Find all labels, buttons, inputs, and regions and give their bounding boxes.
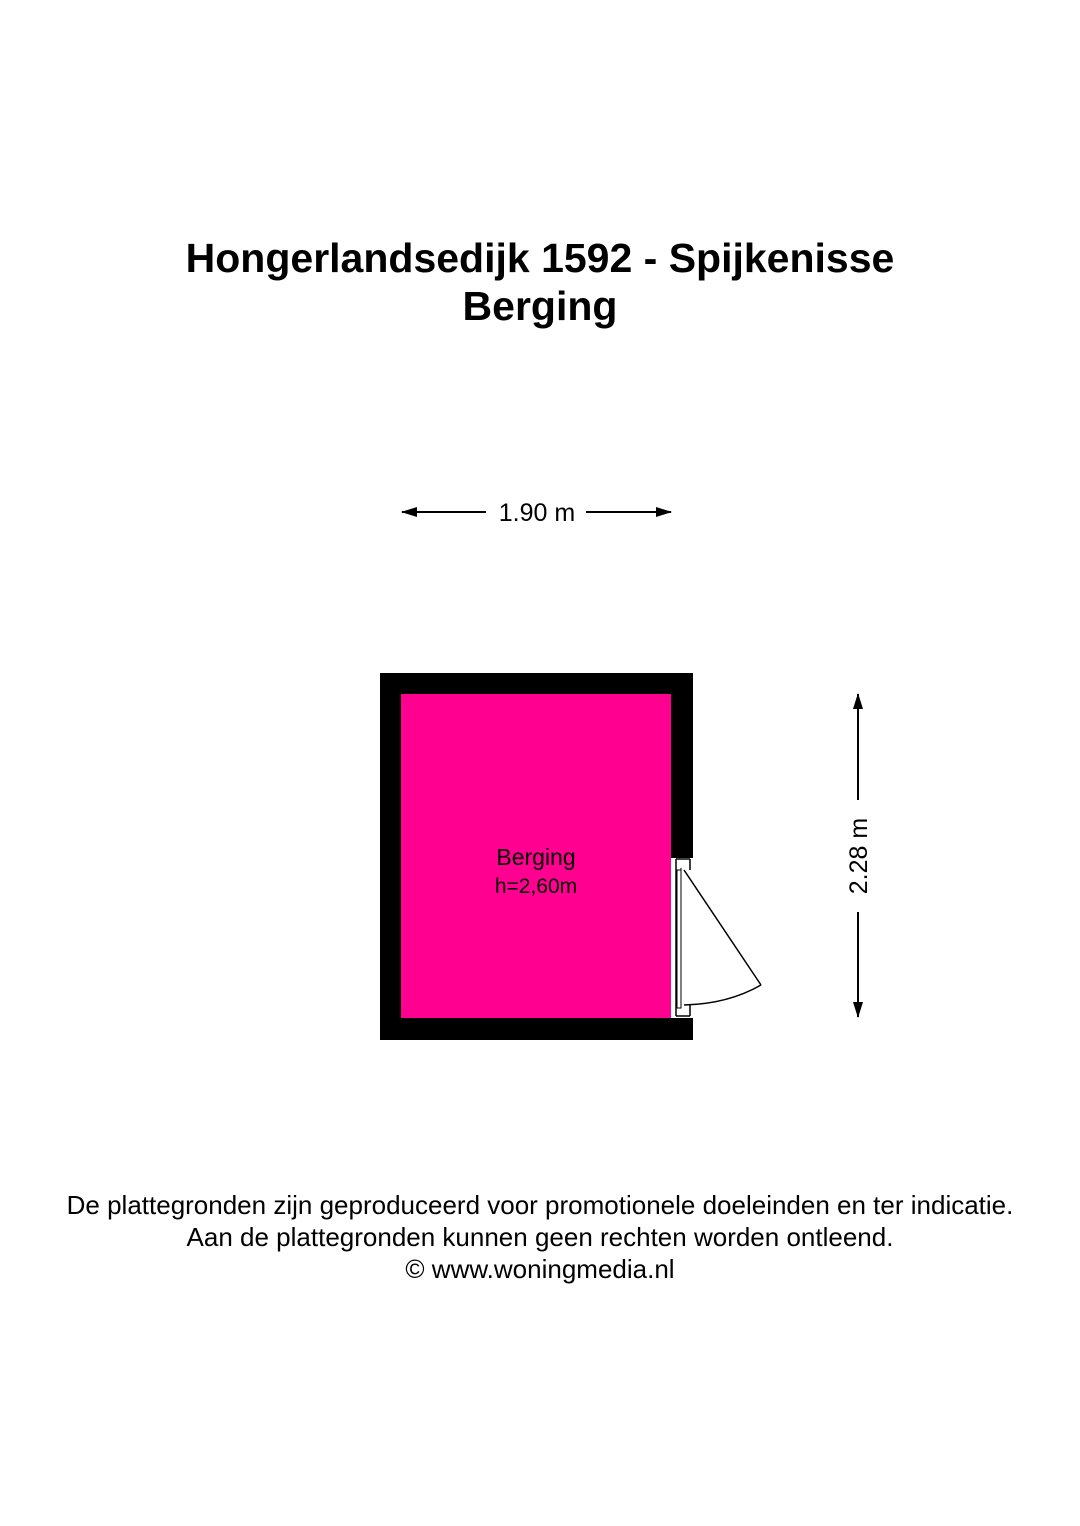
depth-dimension-label: 2.28 m (845, 817, 873, 895)
door-swing-leaf (684, 870, 761, 985)
room-name-label: Berging (496, 844, 576, 870)
copyright-link[interactable]: © www.woningmedia.nl (405, 1254, 675, 1284)
disclaimer-line-2: Aan de plattegronden kunnen geen rechten worden ontleend. (186, 1222, 894, 1252)
disclaimer-line-1: De plattegronden zijn geproduceerd voor promotionele doeleinden en ter indicatie. (66, 1190, 1014, 1220)
depth-dimension (845, 694, 873, 1017)
room-height-label: h=2,60m (494, 875, 578, 898)
width-dimension-label: 1.90 m (498, 499, 576, 527)
floor-title: Berging (462, 283, 618, 329)
door-leaf (677, 870, 681, 1008)
door-opening (671, 858, 693, 1018)
address-title: Hongerlandsedijk 1592 - Spijkenisse (185, 235, 895, 281)
door (671, 858, 761, 1018)
width-dimension (402, 499, 671, 527)
door-swing-arc (684, 985, 761, 1005)
